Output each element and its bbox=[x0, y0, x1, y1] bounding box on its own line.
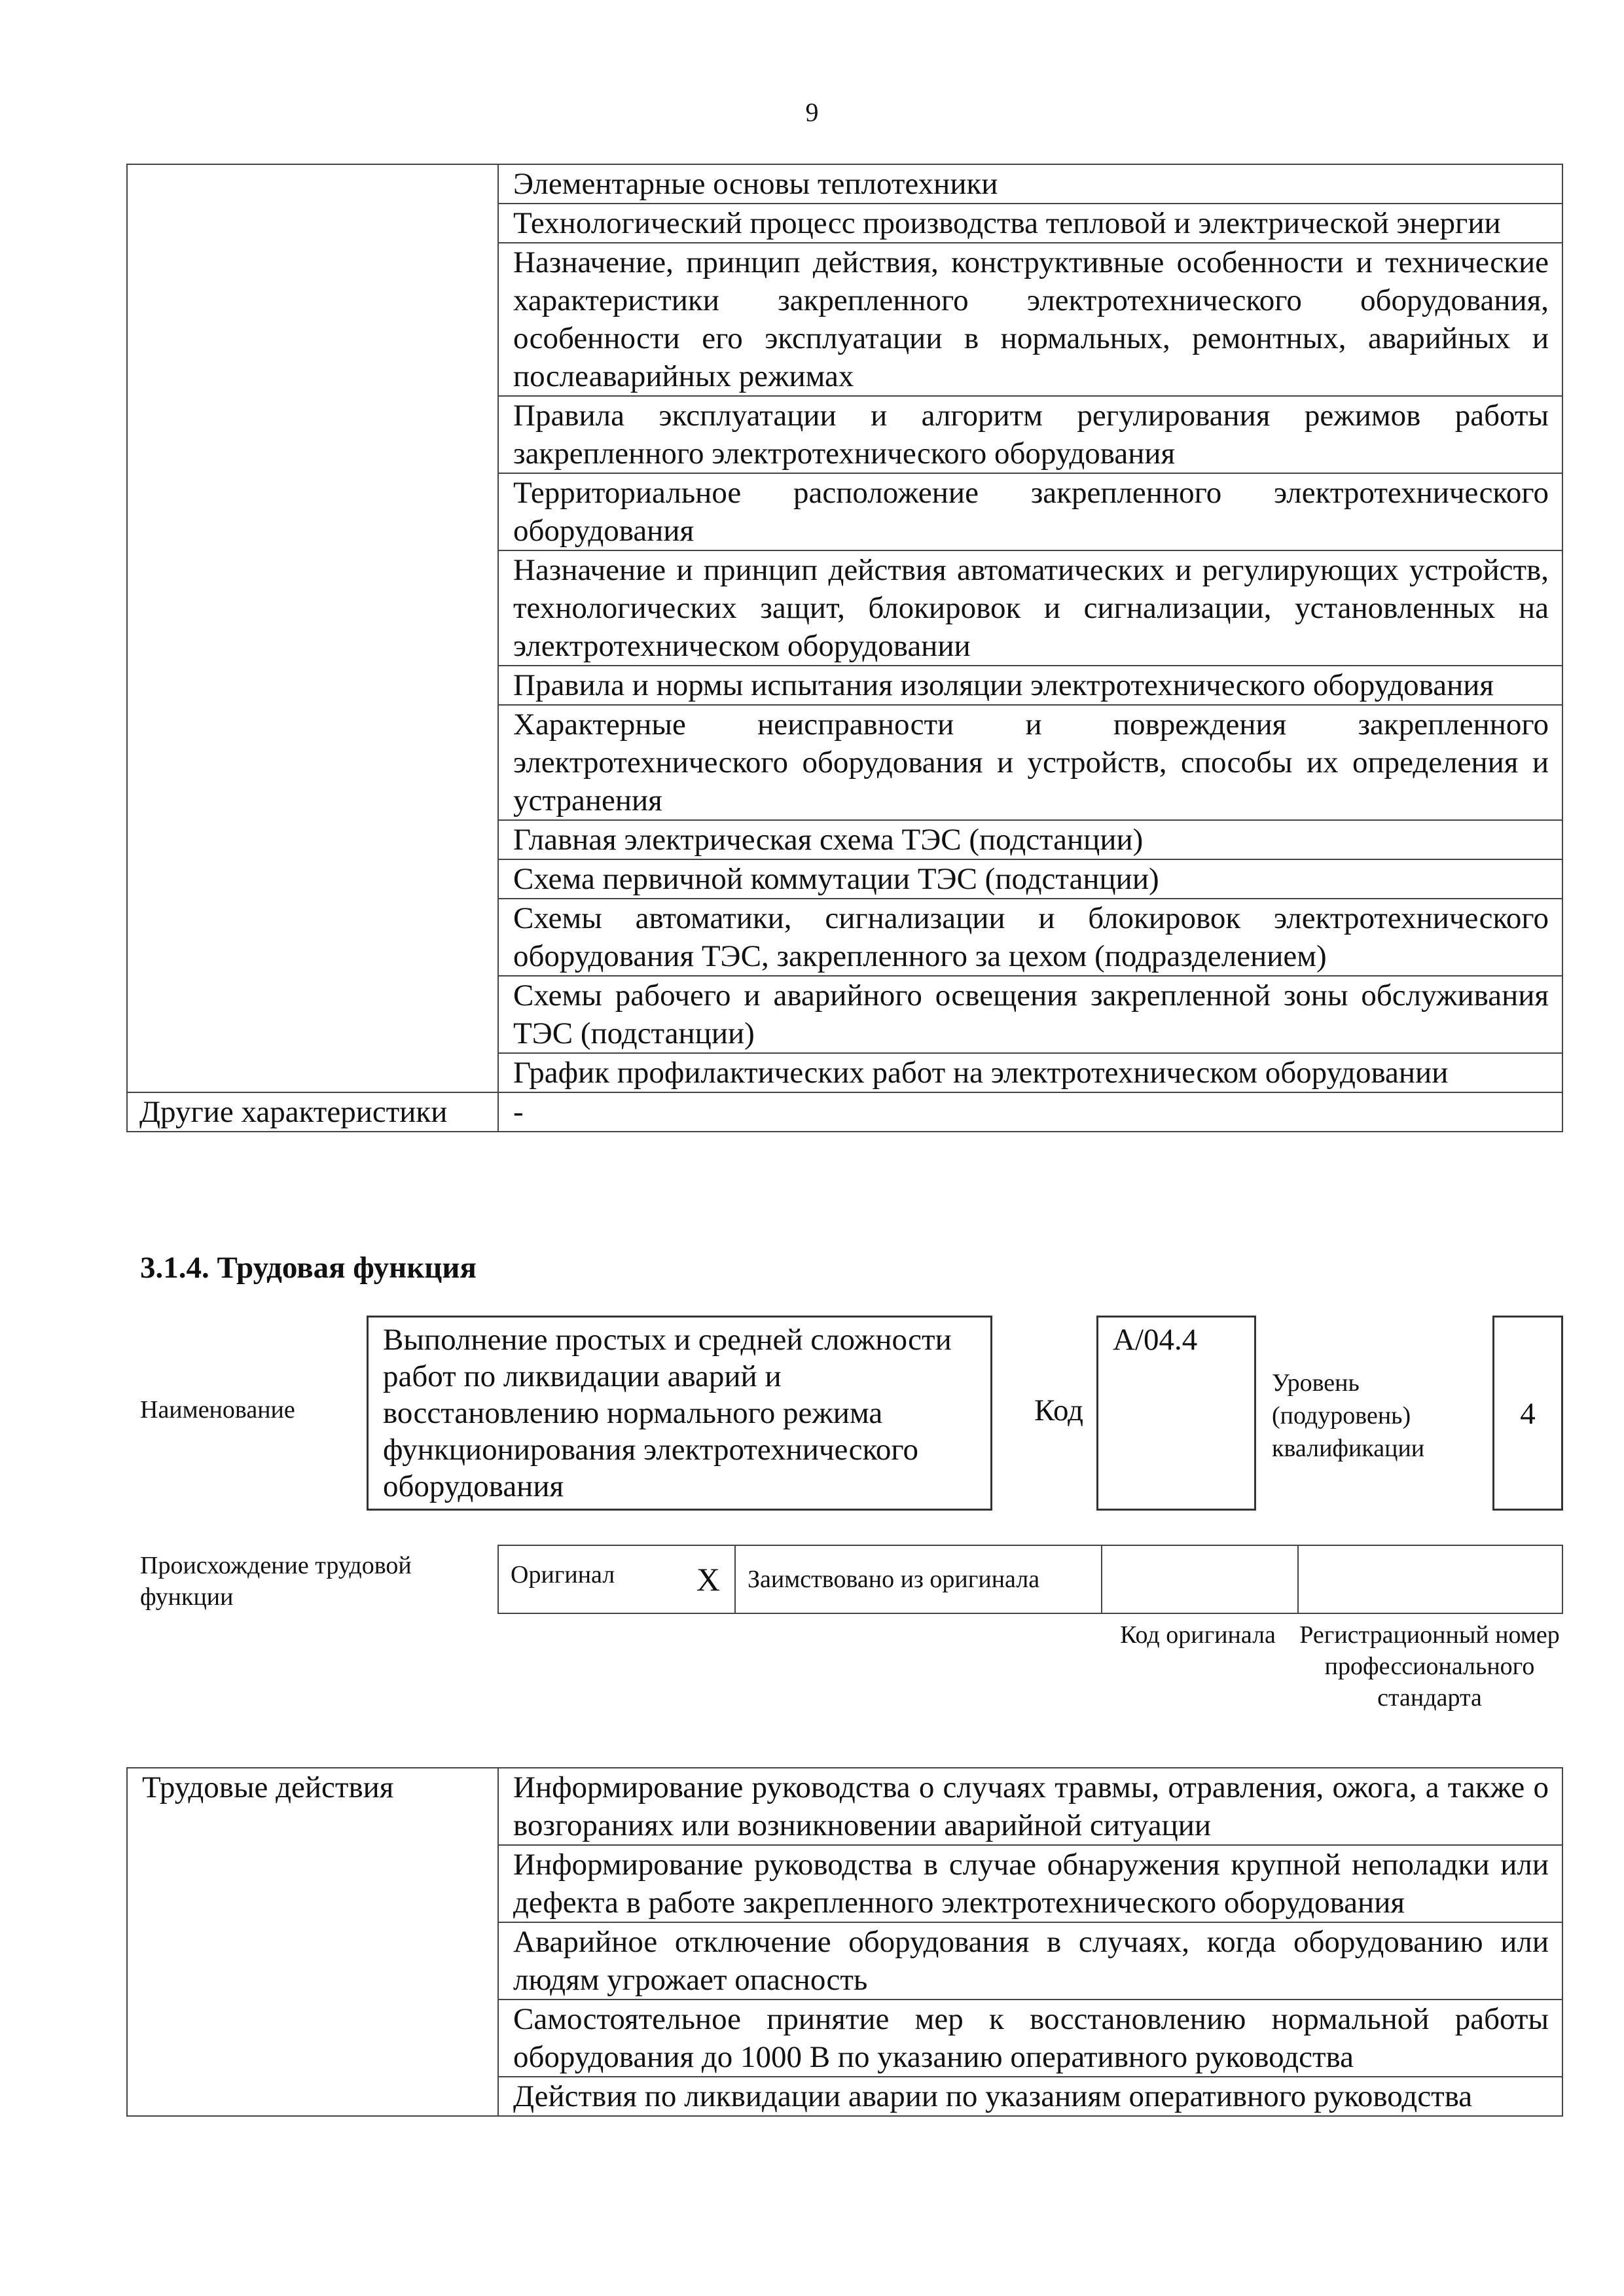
origin-label: Происхождение трудовой функции bbox=[140, 1552, 412, 1611]
labor-action-item: Действия по ликвидации аварии по указаниям оперативного руководства bbox=[498, 2077, 1562, 2116]
origin-original-cell bbox=[498, 1545, 735, 1613]
table-row bbox=[498, 1545, 1562, 1613]
labor-action-item: Аварийное отключение оборудования в случаях, когда оборудованию или людям угрожает опасность bbox=[498, 1922, 1562, 2000]
labor-action-item: Информирование руководства в случае обнаружения крупной неполадки или дефекта в работе закрепленного электротехнического оборудования bbox=[498, 1845, 1562, 1922]
knowledge-item: Схемы автоматики, сигнализации и блокировок электротехнического оборудования ТЭС, закрепленного за цехом (подразделением) bbox=[498, 899, 1562, 976]
registration-number-caption: Регистрационный номер профессионального стандарта bbox=[1299, 1621, 1560, 1712]
labor-actions-table bbox=[126, 1767, 1563, 2117]
other-characteristics-value: - bbox=[498, 1092, 1562, 1132]
knowledge-item: Схемы рабочего и аварийного освещения закрепленной зоны обслуживания ТЭС (подстанции) bbox=[498, 976, 1562, 1053]
knowledge-table bbox=[126, 164, 1563, 1132]
code-value-box: A/04.4 bbox=[1096, 1316, 1256, 1511]
labor-actions-label: Трудовые действия bbox=[127, 1768, 498, 2116]
knowledge-label-cell bbox=[127, 164, 498, 1092]
table-row bbox=[127, 1092, 1562, 1132]
knowledge-item: Характерные неисправности и повреждения закрепленного электротехнического оборудования и устройств, способы их определения и устранения bbox=[498, 705, 1562, 820]
original-label: Оригинал bbox=[511, 1561, 615, 1588]
knowledge-item: Назначение, принцип действия, конструктивные особенности и технические характеристики закрепленного электротехнического оборудования, особенности его эксплуатации в нормальных, ремонтных, аварийных и послеаварийных режимах bbox=[498, 243, 1562, 396]
knowledge-item: Элементарные основы теплотехники bbox=[498, 164, 1562, 204]
original-mark: X bbox=[696, 1561, 720, 1598]
knowledge-item: Правила эксплуатации и алгоритм регулирования режимов работы закрепленного электротехнического оборудования bbox=[498, 396, 1562, 473]
table-row bbox=[127, 164, 1562, 204]
knowledge-item: Правила и нормы испытания изоляции электротехнического оборудования bbox=[498, 666, 1562, 705]
level-label: Уровень (подуровень) квалификации bbox=[1272, 1369, 1425, 1462]
origin-table bbox=[497, 1545, 1563, 1614]
registration-number-cell bbox=[1298, 1545, 1562, 1613]
original-code-caption: Код оригинала bbox=[1120, 1621, 1276, 1649]
page-number: 9 bbox=[805, 98, 819, 127]
knowledge-item: График профилактических работ на электротехническом оборудовании bbox=[498, 1053, 1562, 1092]
knowledge-item: Схема первичной коммутации ТЭС (подстанции) bbox=[498, 859, 1562, 899]
other-characteristics-label: Другие характеристики bbox=[127, 1092, 498, 1132]
labor-action-item: Информирование руководства о случаях травмы, отравления, ожога, а также о возгораниях или возникновении аварийной ситуации bbox=[498, 1768, 1562, 1845]
level-value-box: 4 bbox=[1492, 1316, 1563, 1511]
knowledge-item: Территориальное расположение закрепленного электротехнического оборудования bbox=[498, 473, 1562, 550]
code-label: Код bbox=[1034, 1393, 1084, 1427]
knowledge-item: Технологический процесс производства тепловой и электрической энергии bbox=[498, 204, 1562, 243]
name-label: Наименование bbox=[140, 1396, 295, 1424]
knowledge-item: Главная электрическая схема ТЭС (подстанции) bbox=[498, 820, 1562, 859]
section-heading: 3.1.4. Трудовая функция bbox=[140, 1251, 477, 1285]
borrowed-label: Заимствовано из оригинала bbox=[735, 1545, 1102, 1613]
table-row bbox=[127, 1768, 1562, 1845]
original-code-cell bbox=[1102, 1545, 1298, 1613]
knowledge-item: Назначение и принцип действия автоматических и регулирующих устройств, технологических защит, блокировок и сигнализации, установленных на электротехническом оборудовании bbox=[498, 550, 1562, 666]
name-value-box: Выполнение простых и средней сложности работ по ликвидации аварий и восстановлению нормального режима функционирования электротехнического оборудования bbox=[367, 1316, 992, 1511]
labor-action-item: Самостоятельное принятие мер к восстановлению нормальной работы оборудования до 1000 В по указанию оперативного руководства bbox=[498, 2000, 1562, 2077]
